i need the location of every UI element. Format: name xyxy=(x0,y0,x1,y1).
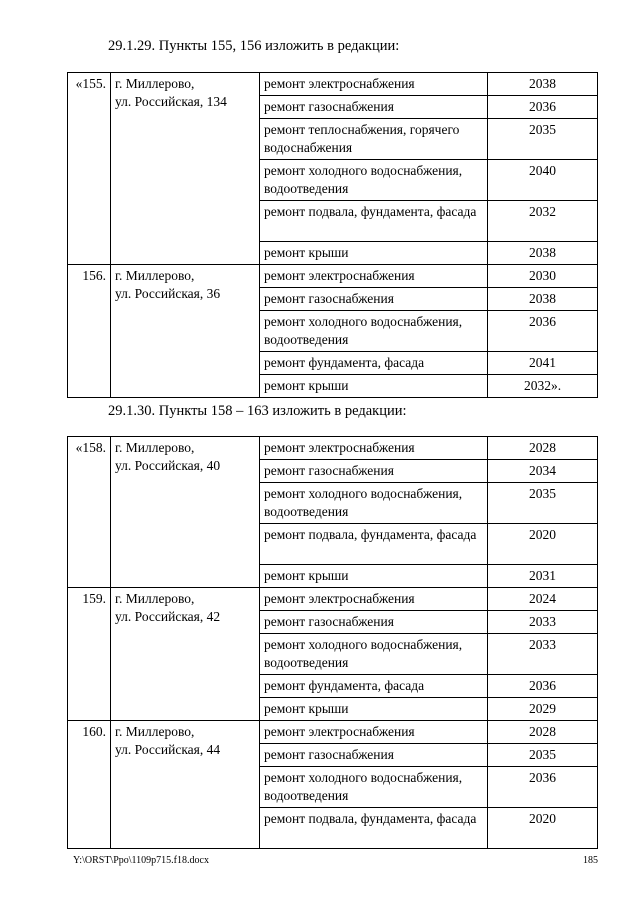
table-row xyxy=(68,73,598,96)
table-row xyxy=(68,588,598,611)
repair-work-type: ремонт электроснабжения xyxy=(260,437,488,460)
building-address xyxy=(111,265,260,398)
repair-work-type: ремонт электроснабжения xyxy=(260,721,488,744)
planned-year: 2032». xyxy=(488,375,598,398)
repair-work-type: ремонт холодного водоснабжения, водоотведения xyxy=(260,634,488,675)
item-number: 156. xyxy=(68,265,111,398)
amendment-table-1 xyxy=(67,72,598,398)
repair-work-type: ремонт холодного водоснабжения, водоотведения xyxy=(260,483,488,524)
footer-page-number: 185 xyxy=(583,855,598,866)
repair-work-type: ремонт электроснабжения xyxy=(260,588,488,611)
address-line: ул. Российская, 40 xyxy=(115,458,221,473)
planned-year: 2038 xyxy=(488,288,598,311)
address-line: г. Миллерово, xyxy=(115,591,195,606)
building-address xyxy=(111,73,260,265)
planned-year: 2035 xyxy=(488,483,598,524)
table-row xyxy=(68,265,598,288)
repair-work-type: ремонт крыши xyxy=(260,698,488,721)
repair-work-type: ремонт газоснабжения xyxy=(260,744,488,767)
repair-work-type: ремонт электроснабжения xyxy=(260,73,488,96)
address-line: ул. Российская, 134 xyxy=(115,94,227,109)
repair-work-type: ремонт газоснабжения xyxy=(260,288,488,311)
amendment-table-2 xyxy=(67,436,598,849)
address-line: ул. Российская, 36 xyxy=(115,286,221,301)
repair-work-type: ремонт газоснабжения xyxy=(260,96,488,119)
repair-work-type: ремонт подвала, фундамента, фасада xyxy=(260,808,488,849)
table-row xyxy=(68,437,598,460)
planned-year: 2033 xyxy=(488,611,598,634)
address-line: г. Миллерово, xyxy=(115,268,195,283)
repair-work-type: ремонт газоснабжения xyxy=(260,611,488,634)
planned-year: 2031 xyxy=(488,565,598,588)
section-heading-29-1-30: 29.1.30. Пункты 158 – 163 изложить в редакции: xyxy=(108,403,407,419)
table-row xyxy=(68,721,598,744)
repair-work-type: ремонт подвала, фундамента, фасада xyxy=(260,524,488,565)
repair-work-type: ремонт крыши xyxy=(260,242,488,265)
repair-work-type: ремонт фундамента, фасада xyxy=(260,352,488,375)
repair-work-type: ремонт крыши xyxy=(260,565,488,588)
planned-year: 2020 xyxy=(488,808,598,849)
building-address xyxy=(111,721,260,849)
planned-year: 2033 xyxy=(488,634,598,675)
address-line: г. Миллерово, xyxy=(115,440,195,455)
building-address xyxy=(111,437,260,588)
repair-work-type: ремонт теплоснабжения, горячего водоснабжения xyxy=(260,119,488,160)
item-number: «158. xyxy=(68,437,111,588)
planned-year: 2035 xyxy=(488,744,598,767)
repair-work-type: ремонт газоснабжения xyxy=(260,460,488,483)
planned-year: 2024 xyxy=(488,588,598,611)
planned-year: 2029 xyxy=(488,698,598,721)
address-line: ул. Российская, 44 xyxy=(115,742,221,757)
address-line: г. Миллерово, xyxy=(115,724,195,739)
planned-year: 2032 xyxy=(488,201,598,242)
footer-file-path: Y:\ORST\Ppo\1109p715.f18.docx xyxy=(73,855,209,866)
planned-year: 2038 xyxy=(488,73,598,96)
planned-year: 2036 xyxy=(488,767,598,808)
address-line: г. Миллерово, xyxy=(115,76,195,91)
planned-year: 2041 xyxy=(488,352,598,375)
planned-year: 2040 xyxy=(488,160,598,201)
planned-year: 2035 xyxy=(488,119,598,160)
planned-year: 2038 xyxy=(488,242,598,265)
planned-year: 2020 xyxy=(488,524,598,565)
repair-work-type: ремонт электроснабжения xyxy=(260,265,488,288)
planned-year: 2028 xyxy=(488,721,598,744)
planned-year: 2034 xyxy=(488,460,598,483)
planned-year: 2036 xyxy=(488,311,598,352)
repair-work-type: ремонт крыши xyxy=(260,375,488,398)
item-number: 159. xyxy=(68,588,111,721)
address-line: ул. Российская, 42 xyxy=(115,609,221,624)
item-number: «155. xyxy=(68,73,111,265)
repair-work-type: ремонт фундамента, фасада xyxy=(260,675,488,698)
item-number: 160. xyxy=(68,721,111,849)
repair-work-type: ремонт холодного водоснабжения, водоотведения xyxy=(260,160,488,201)
planned-year: 2036 xyxy=(488,96,598,119)
building-address xyxy=(111,588,260,721)
planned-year: 2036 xyxy=(488,675,598,698)
planned-year: 2028 xyxy=(488,437,598,460)
planned-year: 2030 xyxy=(488,265,598,288)
section-heading-29-1-29: 29.1.29. Пункты 155, 156 изложить в редакции: xyxy=(108,38,400,54)
repair-work-type: ремонт холодного водоснабжения, водоотведения xyxy=(260,311,488,352)
repair-work-type: ремонт подвала, фундамента, фасада xyxy=(260,201,488,242)
repair-work-type: ремонт холодного водоснабжения, водоотведения xyxy=(260,767,488,808)
